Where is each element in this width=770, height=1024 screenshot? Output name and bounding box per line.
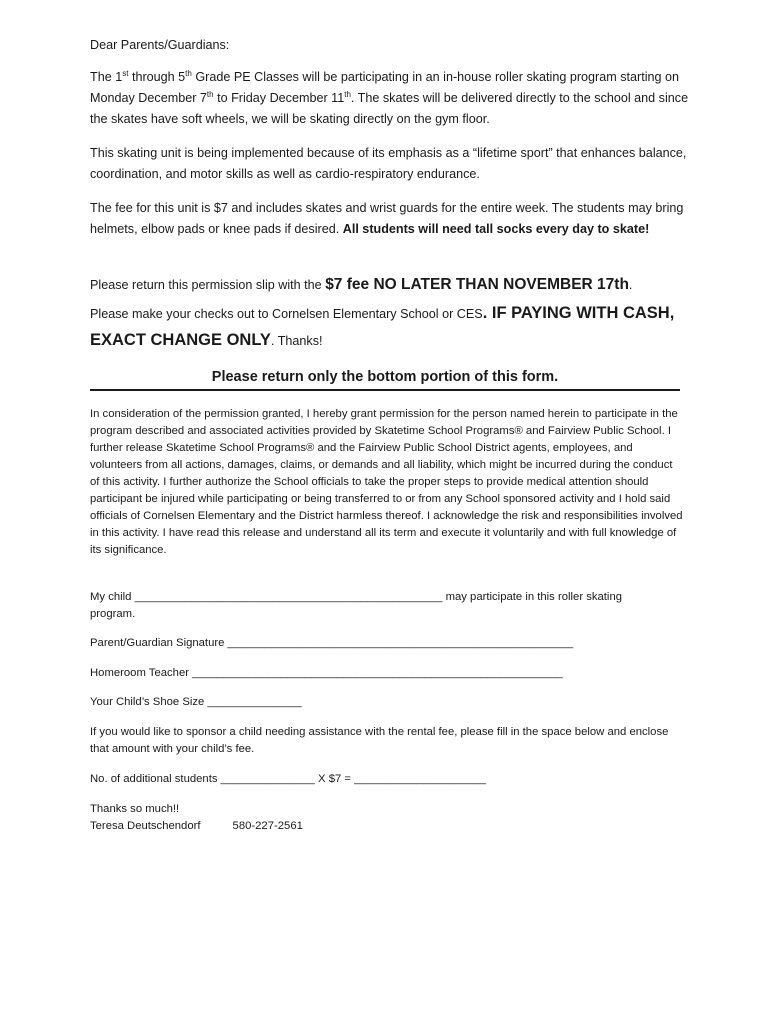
additional-count-line[interactable]: _______________ xyxy=(220,773,315,785)
socks-notice: All students will need tall socks every day to skate! xyxy=(342,222,650,236)
additional-students-field: No. of additional students _______________ X $7 = _____________________ xyxy=(90,773,487,785)
teacher-field: Homeroom Teacher ___________________________________________________________ xyxy=(90,667,563,679)
additional-total-line[interactable]: _____________________ xyxy=(354,773,487,785)
form-divider xyxy=(90,389,680,391)
contact-line xyxy=(90,818,690,835)
fee-deadline: $7 fee NO LATER THAN NOVEMBER 17th xyxy=(325,276,629,293)
paragraph-program-dates: The 1st through 5th Grade PE Classes will be participating in an in-house roller skating program starting on Monday December 7th to Friday December 11th. The skates will be delivered directly to the school and since the skates have soft wheels, we will be skating directly on the gym floor. xyxy=(90,69,689,126)
signature-line[interactable]: _______________________________________________________ xyxy=(227,637,574,649)
form-title: Please return only the bottom portion of this form. xyxy=(211,369,559,385)
shoe-size-field: Your Child’s Shoe Size _______________ xyxy=(90,696,302,708)
contact-name: Teresa Deutschendorf xyxy=(90,820,201,832)
teacher-line[interactable]: ___________________________________________________________ xyxy=(192,667,563,679)
contact-phone: 580-227-2561 xyxy=(232,820,303,832)
release-paragraph: In consideration of the permission granted, I hereby grant permission for the person named herein to participate in the program described and associated activities provided by Skatetime School Programs® and Fairview Public School. I further release Skatetime School Programs® and the Fairview Public School District agents, employees, and volunteers from all actions, damages, claims, or demands and all liability, which might be incurred during the conduct of this activity. I further authorize the School officials to take the proper steps to provide medical attention should participant be injured while participating or being transferred to or from any School sponsored activity and I hold said officials of Cornelsen Elementary and the District harmless thereof. I acknowledge the risk and responsibilities involved in this activity. I have read this release and understand all its term and execute it voluntarily and with full knowledge of its significance. xyxy=(90,408,683,556)
paragraph-lifetime-sport: This skating unit is being implemented because of its emphasis as a “lifetime sport” that enhances balance, coordination, and motor skills as well as cardio-respiratory endurance. xyxy=(90,146,687,181)
sponsor-paragraph: If you would like to sponsor a child needing assistance with the rental fee, please fill in the space below and enclose that amount with your child’s fee. xyxy=(90,726,669,755)
paragraph-payment: Please make your checks out to Cornelsen Elementary School or CES. IF PAYING WITH CASH, EXACT CHANGE ONLY. Thanks! xyxy=(90,304,675,349)
signature-field: Parent/Guardian Signature _______________________________________________________ xyxy=(90,637,574,649)
child-name-line[interactable]: _________________________________________________ xyxy=(134,591,443,603)
cash-notice: . IF PAYING WITH CASH, EXACT CHANGE ONLY xyxy=(90,304,675,349)
child-field: My child _________________________________________________ may participate in this roller skating program. xyxy=(90,591,623,620)
shoe-size-line[interactable]: _______________ xyxy=(207,696,302,708)
paragraph-fee: The fee for this unit is $7 and includes skates and wrist guards for the entire week. The students may bring helmets, elbow pads or knee pads if desired. All students will need tall socks every day to skate! xyxy=(90,201,684,236)
closing: Thanks so much!! xyxy=(90,803,180,815)
paragraph-return-deadline: Please return this permission slip with the $7 fee NO LATER THAN NOVEMBER 17th. xyxy=(90,276,633,293)
salutation: Dear Parents/Guardians: xyxy=(90,38,230,52)
